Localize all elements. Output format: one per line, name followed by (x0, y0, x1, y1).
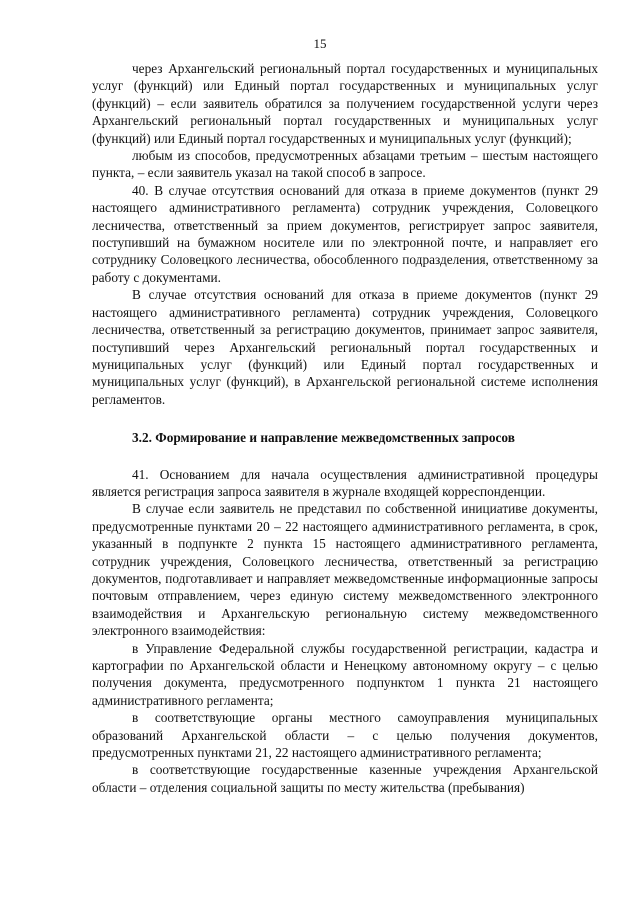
paragraph: через Архангельский региональный портал государственных и муниципальных услуг (функций) или Единый портал государственных и муниципальных услуг (функций) – если заявитель обратился за получением государственной услуги через Архангельский региональный портал государственных и муниципальных услуг (функций) или Единый портал государственных и муниципальных услуг (функций); (92, 61, 598, 146)
document-body (92, 60, 598, 796)
paragraph: в соответствующие органы местного самоуправления муниципальных образований Архангельской области – с целью получения документов, предусмотренных пунктами 21, 22 настоящего административного регламента; (92, 710, 598, 761)
paragraph: 41. Основанием для начала осуществления административной процедуры является регистрация запроса заявителя в журнале входящей корреспонденции. (92, 466, 598, 499)
paragraph: в Управление Федеральной службы государственной регистрации, кадастра и картографии по Архангельской области и Ненецкому автономному округу – с целью получения документа, предусмотренного подпунктом 1 пункта 21 настоящего административного регламента; (92, 640, 598, 708)
paragraph: В случае если заявитель не представил по собственной инициативе документы, предусмотренные пунктами 20 – 22 настоящего административного регламента, в срок, указанный в подпункте 2 пункта 15 настоящего административного регламента, сотрудник учреждения, Соловецкого лесничества, ответственный за регистрацию документов, подготавливает и направляет межведомственные информационные запросы почтовым отправлением, через единую систему межведомственного электронного взаимодействия и Архангельскую региональную систему межведомственного электронного взаимодействия: (92, 501, 598, 639)
paragraph: В случае отсутствия оснований для отказа в приеме документов (пункт 29 настоящего административного регламента) сотрудник учреждения, Соловецкого лесничества, ответственный за регистрацию документов, принимает запрос заявителя, поступивший через Архангельский региональный портал государственных и муниципальных услуг (функций) или Единый портал государственных и муниципальных услуг (функций), в Архангельской региональной системе исполнения регламентов. (92, 287, 598, 407)
section-heading: 3.2. Формирование и направление межведомственных запросов (132, 430, 515, 446)
paragraph: любым из способов, предусмотренных абзацами третьим – шестым настоящего пункта, – если заявитель указал на такой способ в запросе. (92, 148, 598, 181)
page-number: 15 (313, 36, 327, 51)
paragraph: 40. В случае отсутствия оснований для отказа в приеме документов (пункт 29 настоящего административного регламента) сотрудник учреждения, Соловецкого лесничества, ответственный за прием документов, регистрирует запрос заявителя, поступивший на бумажном носителе или по электронной почте, и направляет его сотруднику Соловецкого лесничества, обособленного подразделения, ответственному за работу с документами. (92, 182, 598, 285)
paragraph: в соответствующие государственные казенные учреждения Архангельской области – отделения социальной защиты по месту жительства (пребывания) (92, 762, 598, 795)
